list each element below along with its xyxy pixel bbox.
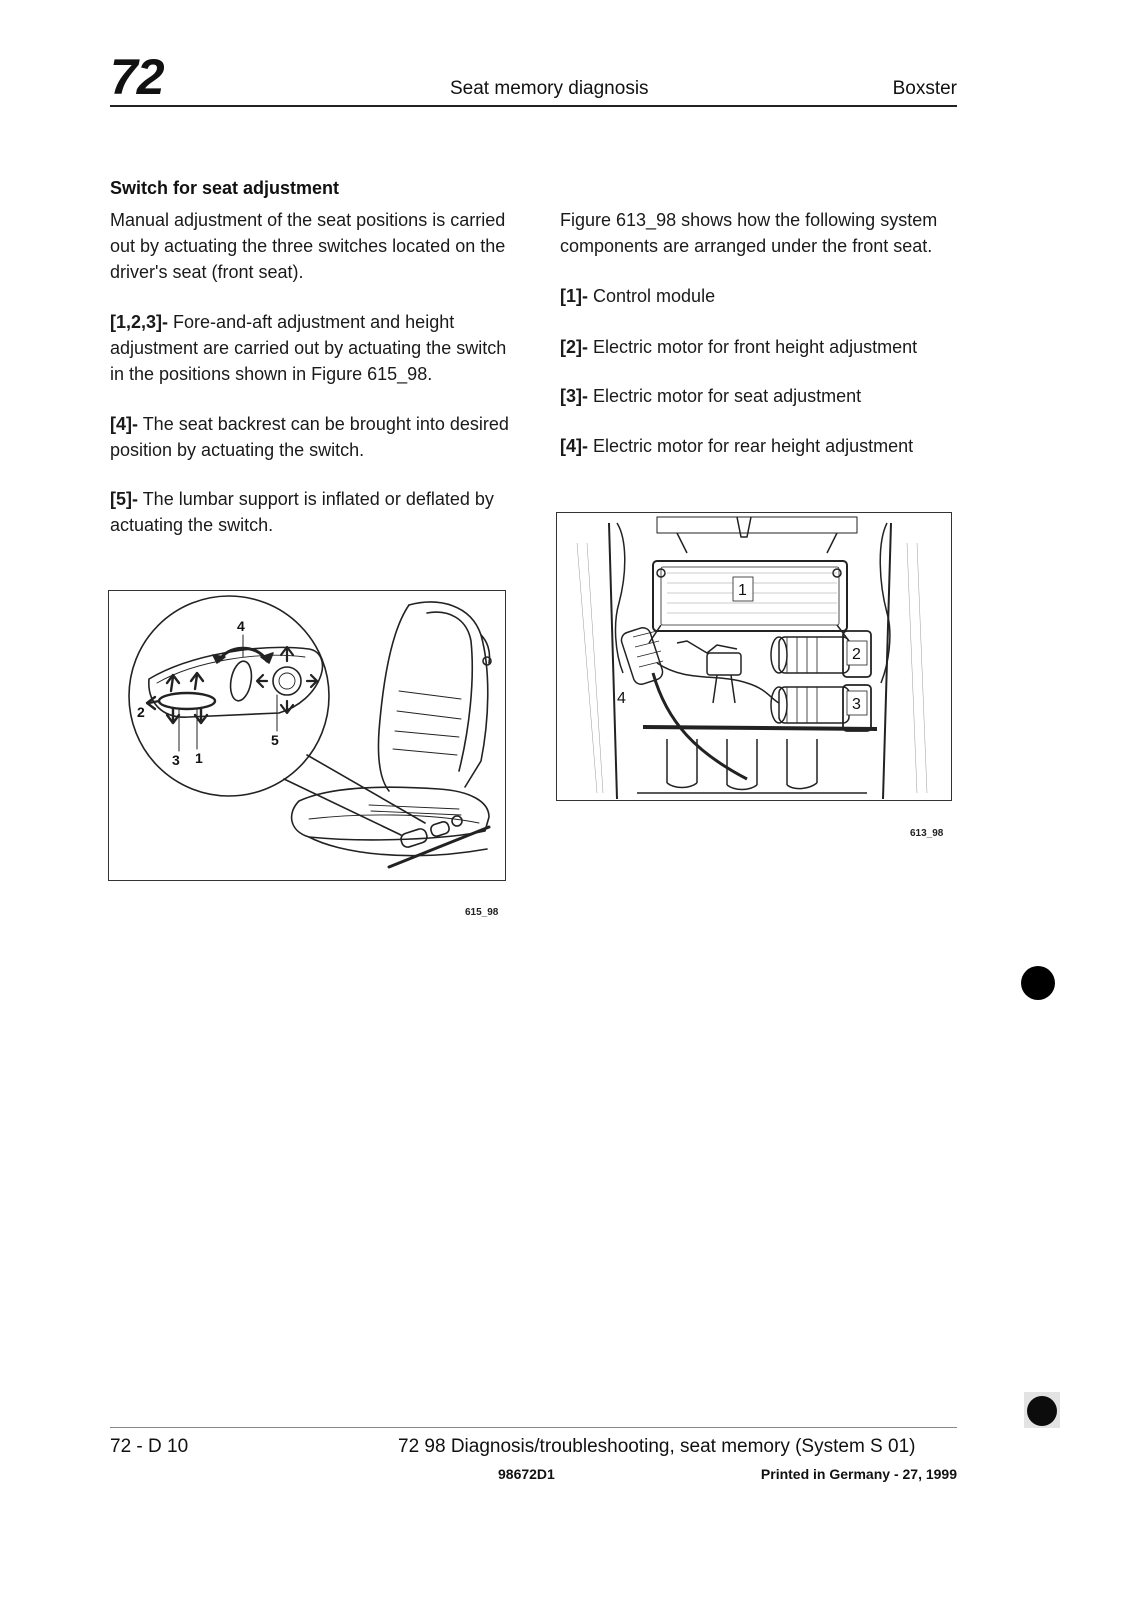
item-tag: [1,2,3]-: [110, 312, 169, 332]
figure-label-3: 3: [852, 696, 861, 713]
right-item-1: [560, 283, 960, 309]
under-seat-photo: [557, 513, 951, 800]
punch-hole-mark: [1027, 1396, 1057, 1426]
item-text: The lumbar support is inflated or deflated by actuating the switch.: [110, 489, 494, 535]
right-item-3: [560, 383, 960, 409]
figure-label-5: 5: [271, 732, 279, 748]
figure-label-4: 4: [617, 690, 626, 707]
item-tag: [1]-: [560, 286, 588, 306]
under-seat-figure-caption: 613_98: [910, 828, 944, 839]
figure-label-2: 2: [137, 704, 145, 720]
figure-label-3: 3: [172, 752, 180, 768]
item-text: The seat backrest can be brought into desired position by actuating the switch.: [110, 414, 509, 460]
left-item-4: [110, 411, 510, 463]
figure-label-4: 4: [237, 618, 245, 634]
figure-label-2: 2: [852, 646, 861, 663]
item-text: Fore-and-aft adjustment and height adjustment are carried out by actuating the switch in the positions shown in Figure 615_98.: [110, 312, 507, 384]
left-item-1-2-3: [110, 309, 510, 387]
item-text: Electric motor for rear height adjustment: [593, 436, 914, 456]
left-item-5: [110, 486, 510, 538]
figure-label-1: 1: [738, 582, 747, 599]
footer-divider: [110, 1427, 957, 1428]
seat-switch-figure: [108, 590, 506, 881]
item-text: Electric motor for seat adjustment: [593, 386, 862, 406]
right-item-4: [560, 433, 960, 459]
model-name: Boxster: [892, 78, 957, 99]
magnifier-circle: [129, 596, 329, 796]
item-tag: [4]-: [560, 436, 588, 456]
section-heading: Switch for seat adjustment: [110, 178, 340, 198]
print-info: Printed in Germany - 27, 1999: [760, 1466, 957, 1482]
under-seat-figure: [556, 512, 952, 801]
backrest-outline: [409, 602, 488, 787]
cushion-outline: [292, 787, 489, 840]
document-title: 72 98 Diagnosis/troubleshooting, seat memory (System S 01): [398, 1436, 916, 1457]
item-tag: [3]-: [560, 386, 588, 406]
figure-label-1: 1: [195, 750, 203, 766]
item-tag: [4]-: [110, 414, 138, 434]
seat-figure-caption: 615_98: [465, 907, 499, 918]
item-text: Control module: [593, 286, 716, 306]
seat-switch-illustration: [109, 591, 505, 880]
item-text: Electric motor for front height adjustment: [593, 337, 918, 357]
item-tag: [2]-: [560, 337, 588, 357]
page-number: 72 - D 10: [110, 1436, 189, 1457]
punch-hole-mark: [1021, 966, 1055, 1000]
item-tag: [5]-: [110, 489, 138, 509]
chapter-number: 72: [110, 49, 164, 105]
document-code: 98672D1: [498, 1466, 555, 1482]
header-divider: [110, 105, 957, 107]
right-intro-paragraph: Figure 613_98 shows how the following system components are arranged under the front seat.: [560, 210, 938, 256]
page-title: Seat memory diagnosis: [450, 78, 649, 99]
left-intro-paragraph: Manual adjustment of the seat positions is carried out by actuating the three switches located on the driver's seat (front seat).: [110, 210, 506, 282]
right-item-2: [560, 334, 960, 360]
